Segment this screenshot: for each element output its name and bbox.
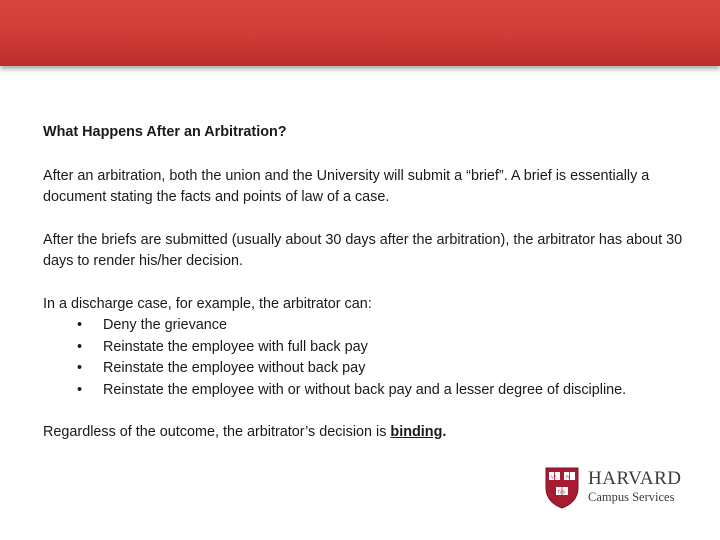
- bullet-icon: •: [77, 317, 83, 333]
- closing-statement: [43, 422, 683, 444]
- list-item-text: Reinstate the employee with full back pay: [103, 338, 368, 355]
- bullet-icon: •: [77, 360, 83, 376]
- list-intro: In a discharge case, for example, the arbitrator can:: [43, 295, 372, 312]
- list-item-text: Reinstate the employee with or without back pay and a lesser degree of discipline.: [103, 381, 627, 398]
- binding-emphasis: binding: [390, 424, 443, 440]
- list-item-text: Reinstate the employee without back pay: [103, 360, 366, 376]
- slide-content: [43, 122, 683, 444]
- closing-period: .: [442, 424, 447, 440]
- shield-text-ri: RI: [566, 474, 571, 480]
- shield-text-tas: TAS: [557, 489, 566, 495]
- slide-heading: What Happens After an Arbitration?: [43, 124, 287, 140]
- bullet-icon: •: [77, 338, 83, 355]
- paragraph-timeline: After the briefs are submitted (usually about 30 days after the arbitration), the arbitrator has about 30 days to render his/her decision.: [43, 231, 683, 269]
- shield-text-ve: VE: [551, 474, 557, 480]
- header-bar: [0, 0, 720, 66]
- list-item: [77, 358, 683, 380]
- list-item: [77, 337, 683, 359]
- paragraph-brief: After an arbitration, both the union and the University will submit a “brief”. A brief is essentially a document stating the facts and points of law of a case.: [43, 167, 650, 205]
- bullet-icon: •: [77, 381, 83, 398]
- harvard-campus-services-logo: [544, 466, 694, 510]
- list-item-text: Deny the grievance: [103, 317, 227, 333]
- closing-text: Regardless of the outcome, the arbitrator’s decision is: [43, 424, 391, 440]
- list-item: [77, 380, 683, 402]
- list-item: [77, 315, 683, 337]
- logo-title: HARVARD: [588, 468, 682, 489]
- harvard-shield-icon: [544, 466, 580, 510]
- logo-subtitle: Campus Services: [588, 490, 675, 504]
- options-list: [43, 315, 683, 401]
